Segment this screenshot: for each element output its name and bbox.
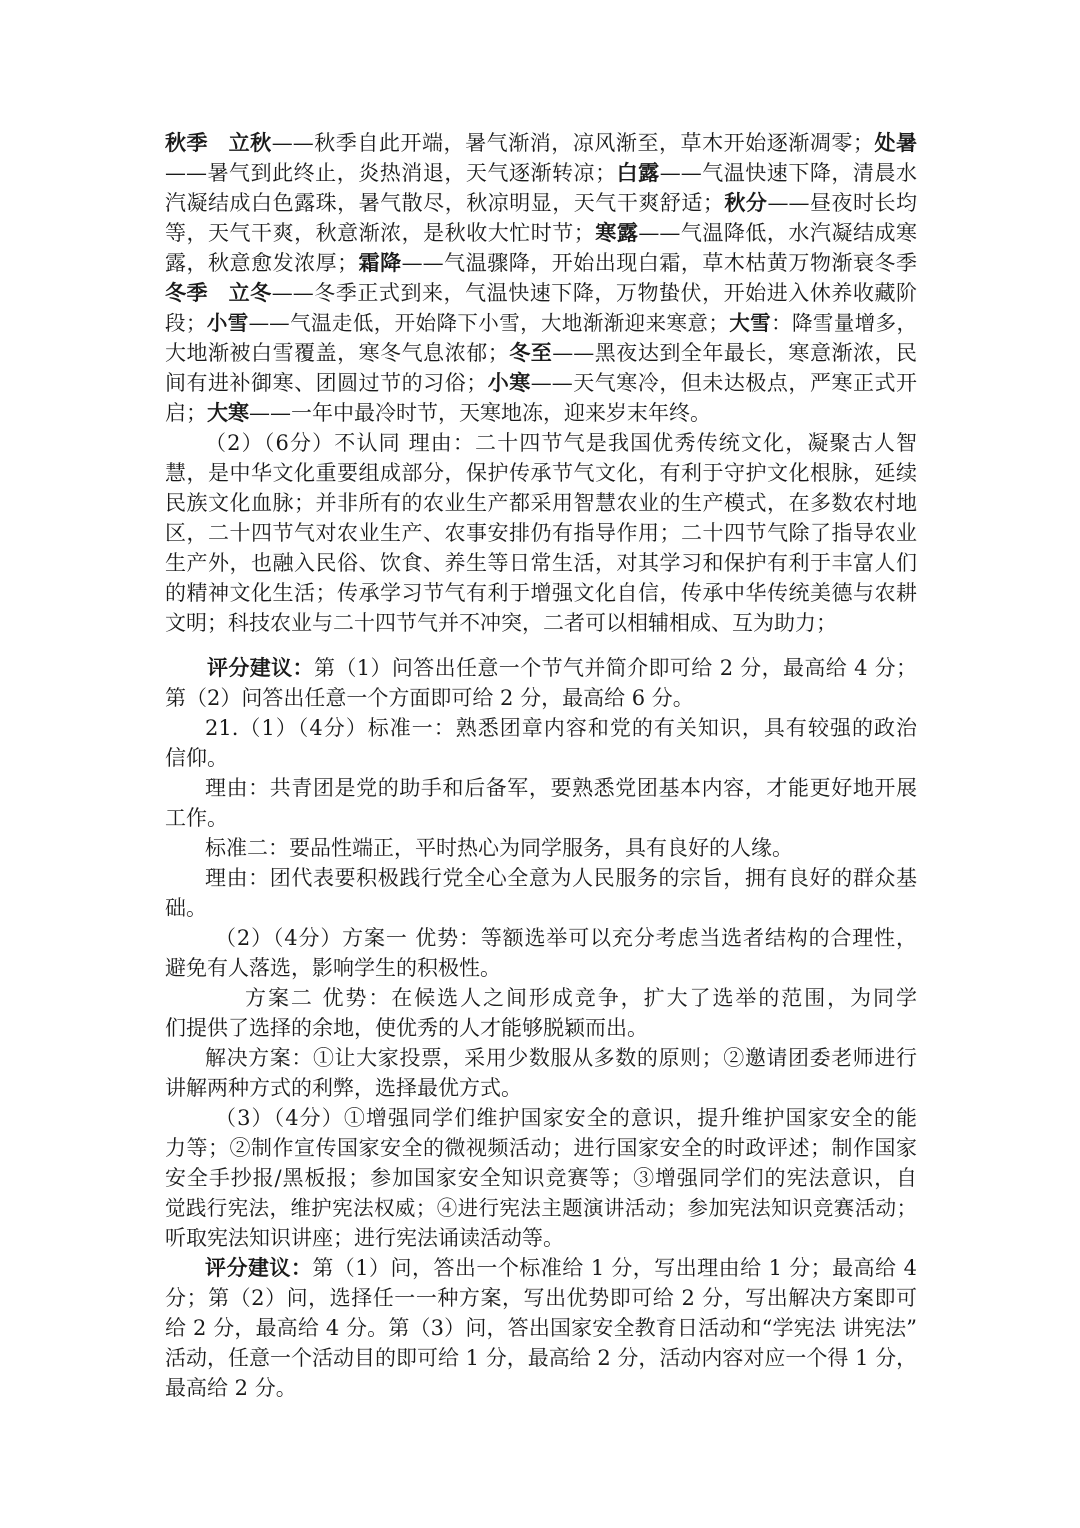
term-name: 大雪 [728, 311, 772, 335]
text-line: 解决方案：①让大家投票，采用少数服从多数的原则；②邀请团委老师进行 [205, 1046, 917, 1070]
text-line [165, 128, 917, 158]
term-desc: ——一年中最冷时节，天寒地冻，迎来岁末年终。 [249, 401, 711, 425]
term-desc: ——气温降低，水汽凝结成寒 [638, 221, 918, 245]
term-desc: 汽凝结成白色露珠，暑气散尽，秋凉明显，天气干爽舒适； [165, 191, 724, 215]
text-line: 给 2 分，最高给 4 分。第（3）问，答出国家安全教育日活动和“学宪法 讲宪法” [165, 1316, 917, 1340]
term-name: 白露 [616, 161, 660, 185]
text-line: 力等；②制作宣传国家安全的微视频活动；进行国家安全的时政评述；制作国家 [165, 1136, 917, 1160]
term-name: 霜降 [358, 251, 402, 275]
text-line: 第（2）问答出任意一个方面即可给 2 分，最高给 6 分。 [165, 686, 694, 710]
question-21: 21.（1）（4分）标准一：熟悉团章内容和党的有关知识，具有较强的政治 [205, 716, 917, 740]
term-desc: 启； [165, 401, 207, 425]
term-desc: ——气温走低，开始降下小雪，大地渐渐迎来寒意； [248, 311, 729, 335]
scoring-text: 第（1）问，答出一个标准给 1 分，写出理由给 1 分；最高给 4 [312, 1256, 917, 1280]
term-name: 立冬 [228, 281, 272, 305]
term-desc: 间有进补御寒、团圆过节的习俗； [165, 371, 488, 395]
season-label: 冬季 [165, 281, 209, 305]
text-line: 避免有人落选，影响学生的积极性。 [165, 956, 501, 980]
term-name: 秋分 [723, 191, 768, 215]
term-desc: 露，秋意愈发浓厚； [165, 251, 359, 275]
text-line [165, 368, 917, 398]
season-label: 秋季 [165, 131, 209, 155]
text-line [165, 278, 917, 308]
text-line: 们提供了选择的余地，使优秀的人才能够脱颖而出。 [165, 1016, 648, 1040]
scoring-suggestion [205, 1253, 917, 1283]
text-line: 理由：共青团是党的助手和后备军，要熟悉党团基本内容，才能更好地开展 [205, 776, 917, 800]
term-desc: ——气温快速下降，清晨水 [659, 161, 917, 185]
text-line [165, 218, 917, 248]
term-desc: ——秋季自此开端，暑气渐消，凉风渐至，草木开始逐渐凋零； [271, 131, 874, 155]
text-line: 的精神文化生活；传承学习节气有利于增强文化自信，传承中华传统美德与农耕 [165, 581, 917, 605]
term-desc: ——气温骤降，开始出现白霜，草木枯黄万物渐衰冬季 [401, 251, 918, 275]
text-line: 方案二 优势：在候选人之间形成竞争，扩大了选举的范围，为同学 [245, 986, 917, 1010]
term-desc: 大地渐被白雪覆盖，寒冬气息浓郁； [165, 341, 509, 365]
scoring-label: 评分建议： [205, 1256, 313, 1280]
text-line: （3）（4分）①增强同学们维护国家安全的意识，提升维护国家安全的能 [215, 1106, 917, 1130]
text-line: （2）（4分）方案一 优势：等额选举可以充分考虑当选者结构的合理性， [215, 926, 917, 950]
text-line: 分；第（2）问，选择任一一种方案，写出优势即可给 2 分，写出解决方案即可 [165, 1286, 917, 1310]
text-line [165, 338, 917, 368]
text-line: 础。 [165, 896, 207, 920]
term-name: 大寒 [207, 401, 249, 425]
answer-q2: （2）（6分）不认同 理由：二十四节气是我国优秀传统文化，凝聚古人智 [205, 431, 917, 455]
scoring-label: 评分建议： [207, 656, 314, 680]
text-line: 民族文化血脉；并非所有的农业生产都采用智慧农业的生产模式，在多数农村地 [165, 491, 917, 515]
scoring-text: 第（1）问答出任意一个节气并简介即可给 2 分，最高给 4 分； [313, 656, 917, 680]
term-desc: ——天气寒冷，但未达极点，严寒正式开 [530, 371, 918, 395]
term-desc: ——暑气到此终止，炎热消退，天气逐渐转凉； [165, 161, 617, 185]
scoring-suggestion [207, 653, 917, 683]
text-line: 慧，是中华文化重要组成部分，保护传承节气文化，有利于守护文化根脉，延续 [165, 461, 917, 485]
text-line: 讲解两种方式的利弊，选择最优方式。 [165, 1076, 522, 1100]
text-line [165, 398, 917, 428]
text-line: 觉践行宪法，维护宪法权威；④进行宪法主题演讲活动；参加宪法知识竞赛活动； [165, 1196, 917, 1220]
text-line: 标准二：要品性端正，平时热心为同学服务，具有良好的人缘。 [205, 836, 793, 860]
text-line: 安全手抄报/黑板报；参加国家安全知识竞赛等；③增强同学们的宪法意识，自 [165, 1166, 917, 1190]
text-line: 活动，任意一个活动目的即可给 1 分，最高给 2 分，活动内容对应一个得 1 分， [165, 1346, 918, 1370]
text-line: 听取宪法知识讲座；进行宪法诵读活动等。 [165, 1226, 564, 1250]
text-line: 区，二十四节气对农业生产、农事安排仍有指导作用；二十四节气除了指导农业 [165, 521, 917, 545]
term-desc: ——冬季正式到来，气温快速下降，万物蛰伏，开始进入休养收藏阶 [271, 281, 918, 305]
term-name: 寒露 [594, 221, 639, 245]
text-line: 文明；科技农业与二十四节气并不冲突，二者可以相辅相成、互为助力； [165, 611, 837, 635]
term-desc: 段； [165, 311, 207, 335]
term-desc: 等，天气干爽，秋意渐浓，是秋收大忙时节； [165, 221, 595, 245]
term-name: 处暑 [873, 131, 918, 155]
text-line [165, 188, 917, 218]
text-line: 工作。 [165, 806, 228, 830]
text-line [165, 158, 917, 188]
term-desc: ——黑夜达到全年最长，寒意渐浓，民 [552, 341, 918, 365]
text-line: 生产外，也融入民俗、饮食、养生等日常生活，对其学习和保护有利于丰富人们 [165, 551, 917, 575]
term-name: 冬至 [508, 341, 553, 365]
text-line: 最高给 2 分。 [165, 1376, 297, 1400]
text-line: 理由：团代表要积极践行党全心全意为人民服务的宗旨，拥有良好的群众基 [205, 866, 917, 890]
term-name: 小雪 [206, 311, 249, 335]
text-line: 信仰。 [165, 746, 228, 770]
term-name: 立秋 [228, 131, 272, 155]
text-line [165, 308, 917, 338]
term-desc: ：降雪量增多， [771, 311, 918, 335]
text-line [165, 248, 917, 278]
term-desc: ——昼夜时长均 [767, 191, 918, 215]
term-name: 小寒 [487, 371, 531, 395]
